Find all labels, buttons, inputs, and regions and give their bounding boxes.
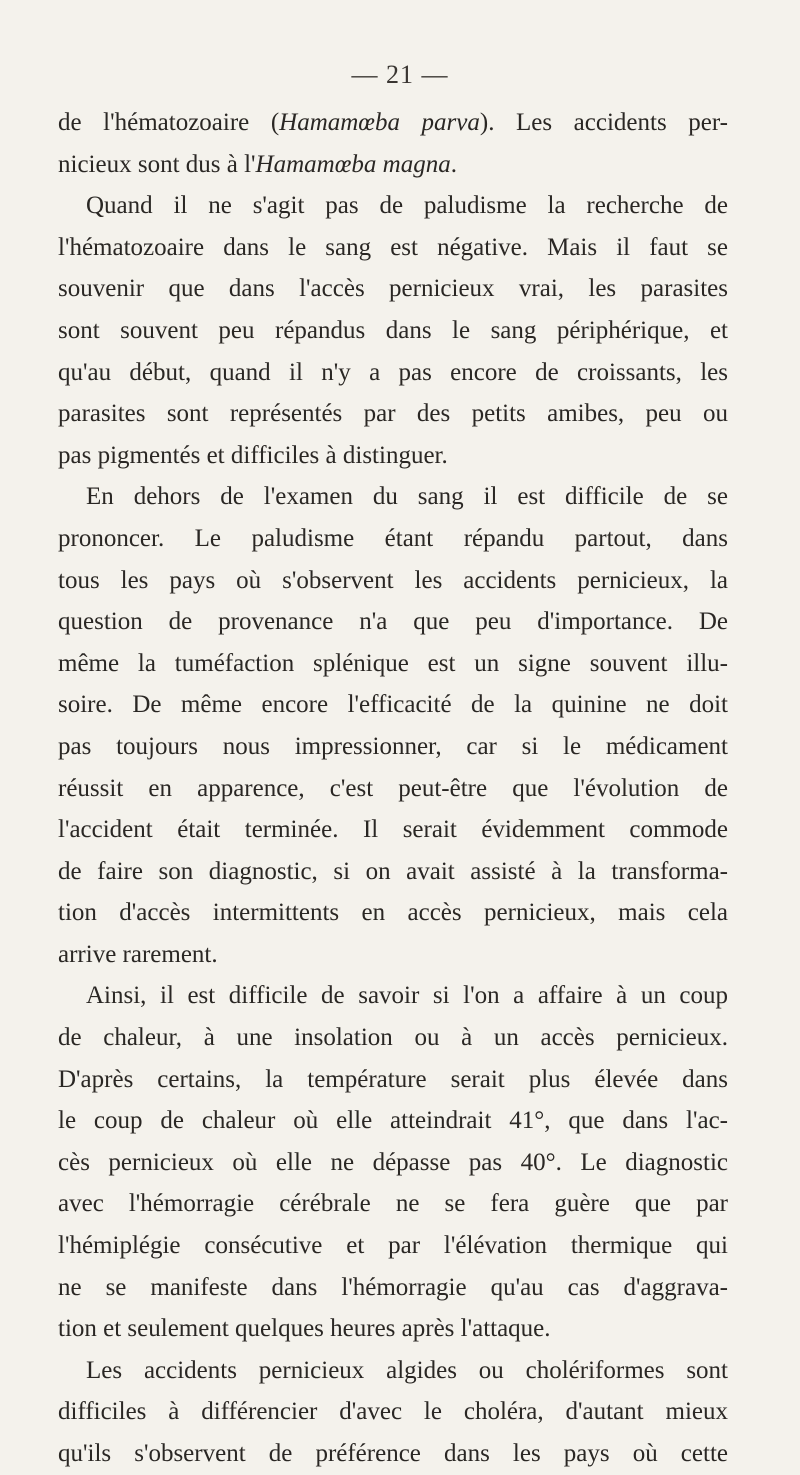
text-segment: le coup de chaleur où elle atteindrait 41°, que dans l'ac- — [58, 1107, 728, 1135]
text-segment: de l'hématozoaire ( — [58, 109, 280, 136]
text-segment: qu'ils s'observent de préférence dans les pays où cette — [58, 1440, 728, 1467]
text-line — [58, 1183, 728, 1225]
text-segment: Quand il ne s'agit pas de paludisme la recherche de — [86, 192, 728, 220]
text-segment: ). Les accidents per- — [479, 109, 728, 136]
text-line — [58, 1350, 728, 1392]
text-line — [58, 518, 728, 560]
text-line — [58, 476, 728, 518]
text-line — [58, 684, 728, 726]
text-line — [58, 768, 728, 810]
text-segment: D'après certains, la température serait plus élevée dans — [58, 1065, 728, 1093]
text-segment: avec l'hémorragie cérébrale ne se fera guère que par — [58, 1190, 728, 1218]
text-segment: sont souvent peu répandus dans le sang périphérique, et — [58, 316, 728, 344]
text-segment: difficiles à différencier d'avec le choléra, d'autant mieux — [58, 1398, 728, 1426]
text-segment: l'hémiplégie consécutive et par l'élévation thermique qui — [58, 1232, 728, 1260]
text-line — [58, 435, 728, 477]
text-segment: qu'au début, quand il n'y a pas encore de croissants, les — [58, 358, 728, 386]
text-segment: soire. De même encore l'efficacité de la quinine ne doit — [58, 691, 728, 719]
text-segment: de faire son diagnostic, si on avait assisté à la transforma- — [58, 857, 728, 885]
text-segment: tous les pays où s'observent les accidents pernicieux, la — [58, 566, 728, 594]
text-line — [58, 227, 728, 269]
text-segment: prononcer. Le paludisme étant répandu partout, dans — [58, 524, 728, 552]
text-segment: pas pigmentés et difficiles à distinguer. — [58, 441, 448, 469]
text-line — [58, 1017, 728, 1059]
text-line — [58, 1391, 728, 1433]
text-segment: ne se manifeste dans l'hémorragie qu'au cas d'aggrava- — [58, 1273, 728, 1301]
text-line — [58, 601, 728, 643]
page-number: — 21 — — [351, 60, 449, 89]
text-segment: tion d'accès intermittents en accès pernicieux, mais cela — [58, 899, 728, 927]
text-line — [58, 310, 728, 352]
text-line — [58, 144, 728, 186]
text-line — [58, 185, 728, 227]
text-line — [58, 560, 728, 602]
text-segment: question de provenance n'a que peu d'importance. De — [58, 608, 728, 636]
text-line — [58, 1433, 728, 1475]
text-segment: parasites sont représentés par des petits amibes, peu ou — [58, 400, 728, 428]
text-line — [58, 1100, 728, 1142]
text-segment: l'accident était terminée. Il serait évidemment commode — [58, 816, 728, 844]
text-line — [58, 393, 728, 435]
text-segment: souvenir que dans l'accès pernicieux vrai, les parasites — [58, 275, 728, 303]
text-line — [58, 726, 728, 768]
text-line — [58, 1142, 728, 1184]
text-segment: Ainsi, il est difficile de savoir si l'on a affaire à un coup — [86, 982, 728, 1010]
text-line — [58, 975, 728, 1017]
text-segment: l'hématozoaire dans le sang est négative. Mais il faut se — [58, 233, 728, 261]
text-segment: Les accidents pernicieux algides ou cholériformes sont — [86, 1356, 728, 1384]
text-segment: En dehors de l'examen du sang il est difficile de se — [86, 483, 728, 511]
text-segment: réussit en apparence, c'est peut-être que l'évolution de — [58, 774, 728, 802]
text-segment: tion et seulement quelques heures après l'attaque. — [58, 1315, 551, 1343]
text-line — [58, 102, 728, 144]
text-line — [58, 1225, 728, 1267]
text-line — [58, 934, 728, 976]
text-line — [58, 643, 728, 685]
italic-term: Hamamœba parva — [279, 109, 480, 136]
text-segment: de chaleur, à une insolation ou à un accès pernicieux. — [58, 1024, 728, 1052]
italic-term: Hamamœba magna — [255, 150, 451, 178]
text-segment: pas toujours nous impressionner, car si le médicament — [58, 732, 728, 760]
text-line — [58, 268, 728, 310]
text-line — [58, 1267, 728, 1309]
text-segment: arrive rarement. — [58, 940, 218, 968]
body-text — [58, 102, 728, 1475]
text-segment: cès pernicieux où elle ne dépasse pas 40°. Le diagnostic — [58, 1148, 728, 1176]
text-line — [58, 1059, 728, 1101]
text-segment: . — [450, 150, 457, 178]
text-line — [58, 851, 728, 893]
text-line — [58, 809, 728, 851]
text-line — [58, 1308, 728, 1350]
text-segment: même la tuméfaction splénique est un signe souvent illu- — [58, 649, 728, 677]
text-line — [58, 892, 728, 934]
text-line — [58, 352, 728, 394]
text-segment: nicieux sont dus à l' — [58, 150, 256, 178]
